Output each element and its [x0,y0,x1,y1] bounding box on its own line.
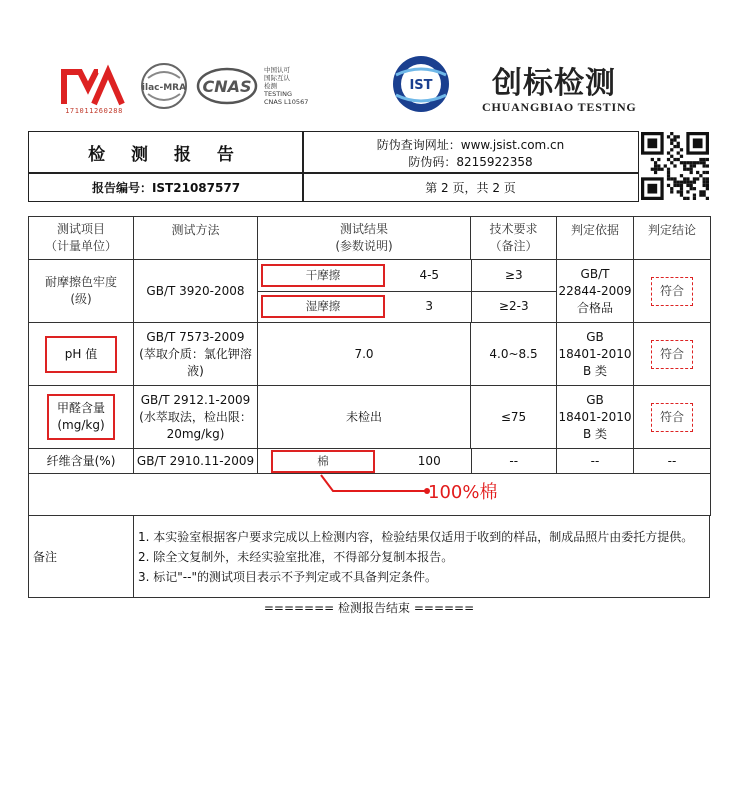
brand-name-cn: 创标检测 [492,66,616,101]
header-result: 测试结果 (参数说明) [258,217,471,260]
header-method: 测试方法 [134,217,258,260]
header-item: 测试项目 （计量单位） [29,217,134,260]
test-results-table [28,216,711,516]
fiber-label: 棉 [258,449,388,473]
abrasion-result-cell [258,260,557,323]
page-info: 第 2 页，共 2 页 [425,181,516,195]
cnas-caption-line: CNAS L10567 [264,98,309,106]
cnas-caption-line: 中国认可 [264,66,290,74]
report-end-marker: ======= 检测报告结束 ====== [263,601,475,615]
notes-table [28,515,710,598]
ph-value: 7.0 [258,323,471,386]
notes-label: 备注 [29,516,134,598]
dry-rub-label: 干摩擦 [258,260,388,291]
table-row [29,449,711,474]
cnas-caption [264,66,308,106]
fiber-requirement: -- [471,449,556,473]
abrasion-item: 耐摩擦色牢度 (级) [29,260,134,323]
anti-fake-code: 防伪码：8215922358 [408,155,533,169]
fiber-subtable [258,449,556,473]
header-divider [28,172,639,174]
formaldehyde-requirement: ≤75 [471,386,557,449]
fiber-item: 纤维含量(%) [29,449,134,474]
ist-logo-text: IST [409,78,433,93]
cnas-logo [196,66,258,106]
table-row [29,260,711,323]
table-row [29,323,711,386]
ph-item: pH 值 [29,323,134,386]
cnas-caption-line: 检测 [264,82,277,90]
ph-conclusion: 符合 [634,323,711,386]
note-item: 1. 本实验室根据客户要求完成以上检测内容，检验结果仅适用于收到的样品，制成品照片由委托方提供。 [138,529,694,544]
qr-code[interactable] [641,132,709,200]
fiber-conclusion: -- [634,449,711,474]
wet-rub-requirement: ≥2-3 [471,291,556,322]
ph-requirement: 4.0~8.5 [471,323,557,386]
notes-content [134,516,710,598]
formaldehyde-value: 未检出 [258,386,471,449]
wet-rub-label: 湿摩擦 [258,291,388,322]
ilac-mra-logo [140,62,188,110]
cnas-caption-line: 国际互认 [264,74,290,82]
header-requirement: 技术要求 （备注） [471,217,557,260]
note-item: 3. 标记"--"的测试项目表示不予判定或不具备判定条件。 [138,569,437,584]
fiber-method: GB/T 2910.11-2009 [134,449,258,474]
fiber-basis: -- [557,449,634,474]
wet-rub-value: 3 [425,299,434,314]
table-header-row [29,217,711,260]
formaldehyde-conclusion: 符合 [634,386,711,449]
report-title: 检 测 报 告 [88,145,244,165]
header-basis: 判定依据 [557,217,634,260]
table-row [29,386,711,449]
cma-logo [58,64,128,110]
fiber-value: 100 [417,453,441,468]
ist-logo [390,53,452,115]
annotation-text: 100%棉 [428,482,498,503]
formaldehyde-basis: GB 18401-2010 B 类 [557,386,634,449]
cnas-caption-line: TESTING [264,90,292,98]
header-conclusion: 判定结论 [634,217,711,260]
abrasion-basis: GB/T 22844-2009 合格品 [557,260,634,323]
formaldehyde-item: 甲醛含量 (mg/kg) [29,386,134,449]
annotation-arrow [315,473,435,503]
note-item: 2. 除全文复制外，未经实验室批准，不得部分复制本报告。 [138,549,454,564]
anti-fake-url: 防伪查询网址：www.jsist.com.cn [376,138,565,152]
dry-rub-requirement: ≥3 [471,260,556,291]
abrasion-method: GB/T 3920-2008 [134,260,258,323]
ph-method: GB/T 7573-2009 (萃取介质：氯化钾溶 液) [134,323,258,386]
ilac-logo-text: ilac-MRA [141,83,187,93]
dry-rub-value: 4-5 [388,260,471,291]
formaldehyde-method: GB/T 2912.1-2009 (水萃取法，检出限： 20mg/kg) [134,386,258,449]
fiber-result-cell [258,449,557,474]
abrasion-subtable [258,260,556,322]
ph-basis: GB 18401-2010 B 类 [557,323,634,386]
report-number: 报告编号：IST21087577 [91,181,241,195]
cma-number: 171011260288 [65,107,123,115]
brand-name-en: CHUANGBIAO TESTING [482,100,637,114]
abrasion-conclusion: 符合 [634,260,711,323]
cnas-logo-text: CNAS [202,77,252,96]
